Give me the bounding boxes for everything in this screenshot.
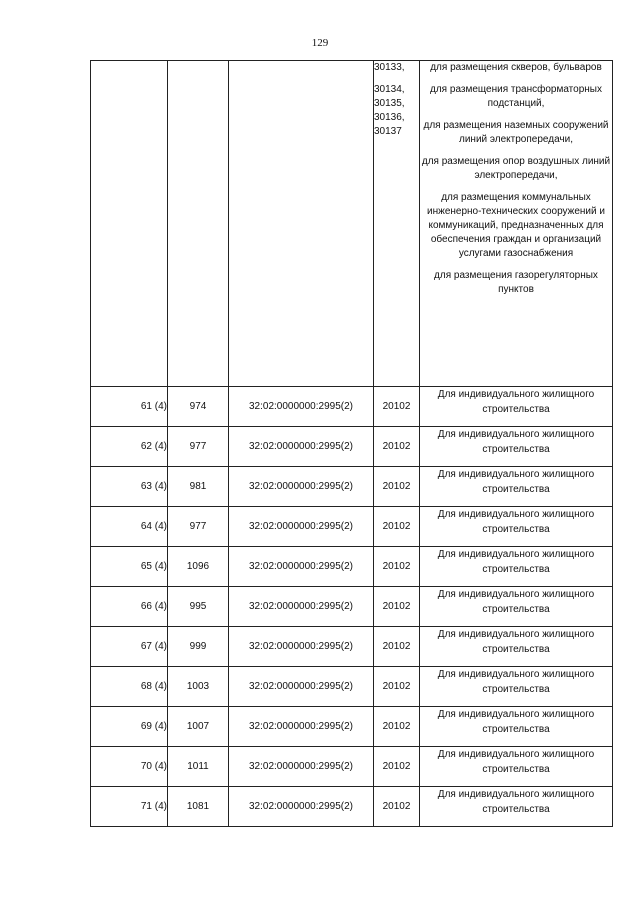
purpose-item: для размещения трансформаторных подстанций, (430, 84, 602, 109)
use-code-cell: 20102 (374, 387, 420, 427)
plot-number-cell: 70 (4) (91, 747, 168, 787)
cadastral-number-cell: 32:02:0000000:2995(2) (229, 747, 374, 787)
table-row (91, 387, 613, 427)
plot-number-cell: 63 (4) (91, 467, 168, 507)
use-code-cell: 20102 (374, 587, 420, 627)
use-code-cell: 20102 (374, 667, 420, 707)
plot-number-cell: 62 (4) (91, 427, 168, 467)
table-row (91, 467, 613, 507)
permitted-use-cell: Для индивидуального жилищного строительства (420, 387, 613, 427)
use-code-cell: 20102 (374, 707, 420, 747)
empty-cell (229, 61, 374, 387)
page-number: 129 (311, 37, 329, 49)
plot-number-cell: 69 (4) (91, 707, 168, 747)
code-item: 30136, (374, 112, 405, 123)
permitted-use-cell: Для индивидуального жилищного строительства (420, 747, 613, 787)
empty-cell (91, 61, 168, 387)
area-cell: 977 (168, 507, 229, 547)
permitted-use-cell: Для индивидуального жилищного строительства (420, 427, 613, 467)
continuation-row (91, 61, 613, 387)
cadastral-number-cell: 32:02:0000000:2995(2) (229, 387, 374, 427)
cadastral-number-cell: 32:02:0000000:2995(2) (229, 627, 374, 667)
area-cell: 1096 (168, 547, 229, 587)
area-cell: 1011 (168, 747, 229, 787)
permitted-use-cell: Для индивидуального жилищного строительства (420, 587, 613, 627)
permitted-use-cell: Для индивидуального жилищного строительства (420, 707, 613, 747)
table-body (91, 61, 613, 827)
plot-number-cell: 67 (4) (91, 627, 168, 667)
purpose-item: для размещения газорегуляторных пунктов (434, 270, 598, 295)
table-row (91, 587, 613, 627)
area-cell: 1007 (168, 707, 229, 747)
permitted-use-cell: Для индивидуального жилищного строительства (420, 507, 613, 547)
plot-number-cell: 71 (4) (91, 787, 168, 827)
code-list-cell (374, 61, 420, 387)
table-row (91, 707, 613, 747)
use-code-cell: 20102 (374, 747, 420, 787)
cadastral-number-cell: 32:02:0000000:2995(2) (229, 587, 374, 627)
code-item: 30133, (374, 62, 405, 73)
cadastral-number-cell: 32:02:0000000:2995(2) (229, 427, 374, 467)
permitted-use-cell: Для индивидуального жилищного строительства (420, 667, 613, 707)
area-cell: 1081 (168, 787, 229, 827)
use-code-cell: 20102 (374, 547, 420, 587)
permitted-use-cell: Для индивидуального жилищного строительства (420, 627, 613, 667)
table-row (91, 747, 613, 787)
code-item: 30137 (374, 126, 402, 137)
plot-number-cell: 65 (4) (91, 547, 168, 587)
purpose-item: для размещения коммунальных инженерно-технических сооружений и коммуникаций, предназначенных для обеспечения граждан и организаций услугами газоснабжения (427, 192, 605, 259)
plot-number-cell: 68 (4) (91, 667, 168, 707)
plot-number-cell: 64 (4) (91, 507, 168, 547)
table-row (91, 627, 613, 667)
purpose-list-cell (420, 61, 613, 387)
permitted-use-cell: Для индивидуального жилищного строительства (420, 467, 613, 507)
area-cell: 999 (168, 627, 229, 667)
area-cell: 995 (168, 587, 229, 627)
cadastral-number-cell: 32:02:0000000:2995(2) (229, 707, 374, 747)
table-row (91, 787, 613, 827)
area-cell: 1003 (168, 667, 229, 707)
use-code-cell: 20102 (374, 467, 420, 507)
purpose-item: для размещения наземных сооружений линий электропередачи, (423, 120, 609, 145)
code-item: 30135, (374, 98, 405, 109)
table-row (91, 427, 613, 467)
use-code-cell: 20102 (374, 787, 420, 827)
table-row (91, 547, 613, 587)
land-plots-table (90, 60, 613, 827)
cadastral-number-cell: 32:02:0000000:2995(2) (229, 507, 374, 547)
cadastral-number-cell: 32:02:0000000:2995(2) (229, 467, 374, 507)
permitted-use-cell: Для индивидуального жилищного строительства (420, 547, 613, 587)
use-code-cell: 20102 (374, 627, 420, 667)
plot-number-cell: 61 (4) (91, 387, 168, 427)
table-row (91, 507, 613, 547)
permitted-use-cell: Для индивидуального жилищного строительства (420, 787, 613, 827)
empty-cell (168, 61, 229, 387)
cadastral-number-cell: 32:02:0000000:2995(2) (229, 787, 374, 827)
use-code-cell: 20102 (374, 507, 420, 547)
cadastral-number-cell: 32:02:0000000:2995(2) (229, 667, 374, 707)
area-cell: 977 (168, 427, 229, 467)
area-cell: 974 (168, 387, 229, 427)
cadastral-number-cell: 32:02:0000000:2995(2) (229, 547, 374, 587)
area-cell: 981 (168, 467, 229, 507)
purpose-item: для размещения опор воздушных линий электропередачи, (421, 156, 611, 181)
purpose-item: для размещения скверов, бульваров (430, 62, 602, 73)
use-code-cell: 20102 (374, 427, 420, 467)
table-row (91, 667, 613, 707)
code-item: 30134, (374, 84, 405, 95)
plot-number-cell: 66 (4) (91, 587, 168, 627)
